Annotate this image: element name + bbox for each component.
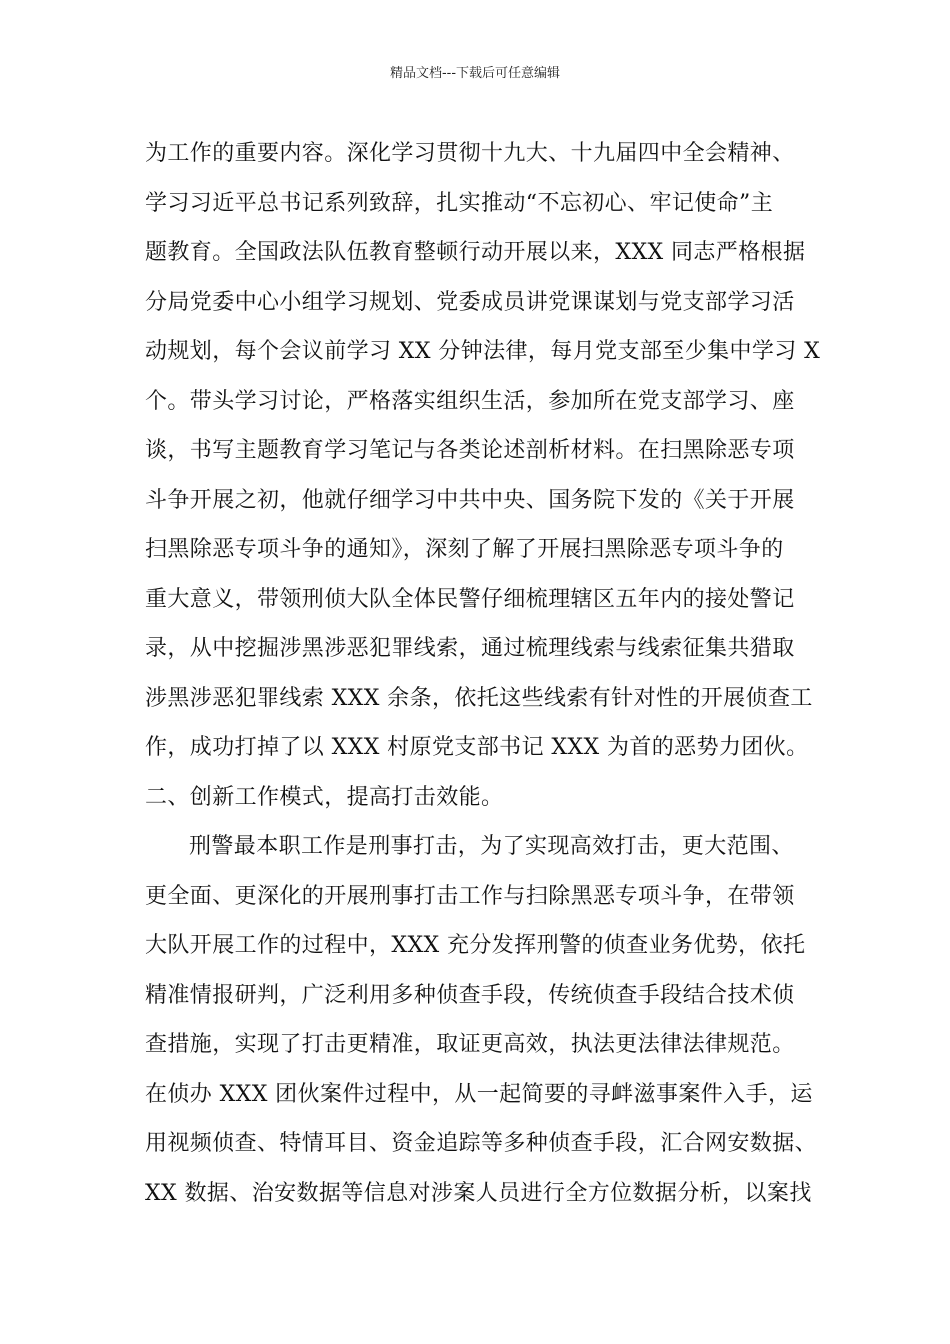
text-line: 动规划，每个会议前学习 XX 分钟法律，每月党支部至少集中学习 X	[145, 339, 821, 364]
page-header: 精品文档---下载后可任意编辑	[389, 66, 561, 81]
text-line: 学习习近平总书记系列致辞，扎实推动“不忘初心、牢记使命”主	[145, 190, 774, 216]
text-line: 更全面、更深化的开展刑事打击工作与扫除黑恶专项斗争，在带领	[145, 883, 795, 909]
text-line: 刑警最本职工作是刑事打击，为了实现高效打击，更大范围、	[189, 834, 794, 859]
text-line: 录，从中挖掘涉黑涉恶犯罪线索，通过梳理线索与线索征集共猎取	[145, 636, 795, 661]
text-line: 分局党委中心小组学习规划、党委成员讲党课谋划与党支部学习活	[145, 289, 795, 315]
text-line: 重大意义，带领刑侦大队全体民警仔细梳理辖区五年内的接处警记	[145, 586, 795, 612]
text-line: 涉黑涉恶犯罪线索 XXX 余条，依托这些线索有针对性的开展侦查工	[145, 685, 813, 711]
text-line: 精准情报研判，广泛利用多种侦查手段，传统侦查手段结合技术侦	[145, 982, 795, 1008]
text-line: XX 数据、治安数据等信息对涉案人员进行全方位数据分析，以案找	[145, 1180, 812, 1206]
text-line: 题教育。全国政法队伍教育整顿行动开展以来，XXX 同志严格根据	[145, 240, 806, 265]
document-body	[145, 129, 825, 1218]
text-line: 为工作的重要内容。深化学习贯彻十九大、十九届四中全会精神、	[145, 141, 795, 166]
text-line: 在侦办 XXX 团伙案件过程中，从一起简要的寻衅滋事案件入手，运	[145, 1081, 813, 1107]
text-line: 大队开展工作的过程中，XXX 充分发挥刑警的侦查业务优势，依托	[145, 933, 806, 958]
text-line: 查措施，实现了打击更精准，取证更高效，执法更法律法律规范。	[145, 1032, 795, 1057]
text-line: 作，成功打掉了以 XXX 村原党支部书记 XXX 为首的恶势力团伙。	[145, 735, 809, 760]
text-line: 个。带头学习讨论，严格落实组织生活，参加所在党支部学习、座	[145, 388, 795, 414]
section-heading: 二、创新工作模式，提高打击效能。	[145, 784, 504, 810]
text-line: 用视频侦查、特情耳目、资金追踪等多种侦查手段，汇合网安数据、	[145, 1131, 818, 1156]
text-line: 扫黑除恶专项斗争的通知》，深刻了解了开展扫黑除恶专项斗争的	[145, 537, 784, 562]
text-line: 谈，书写主题教育学习笔记与各类论述剖析材料。在扫黑除恶专项	[145, 438, 795, 463]
text-line: 斗争开展之初，他就仔细学习中共中央、国务院下发的《关于开展	[145, 487, 795, 513]
